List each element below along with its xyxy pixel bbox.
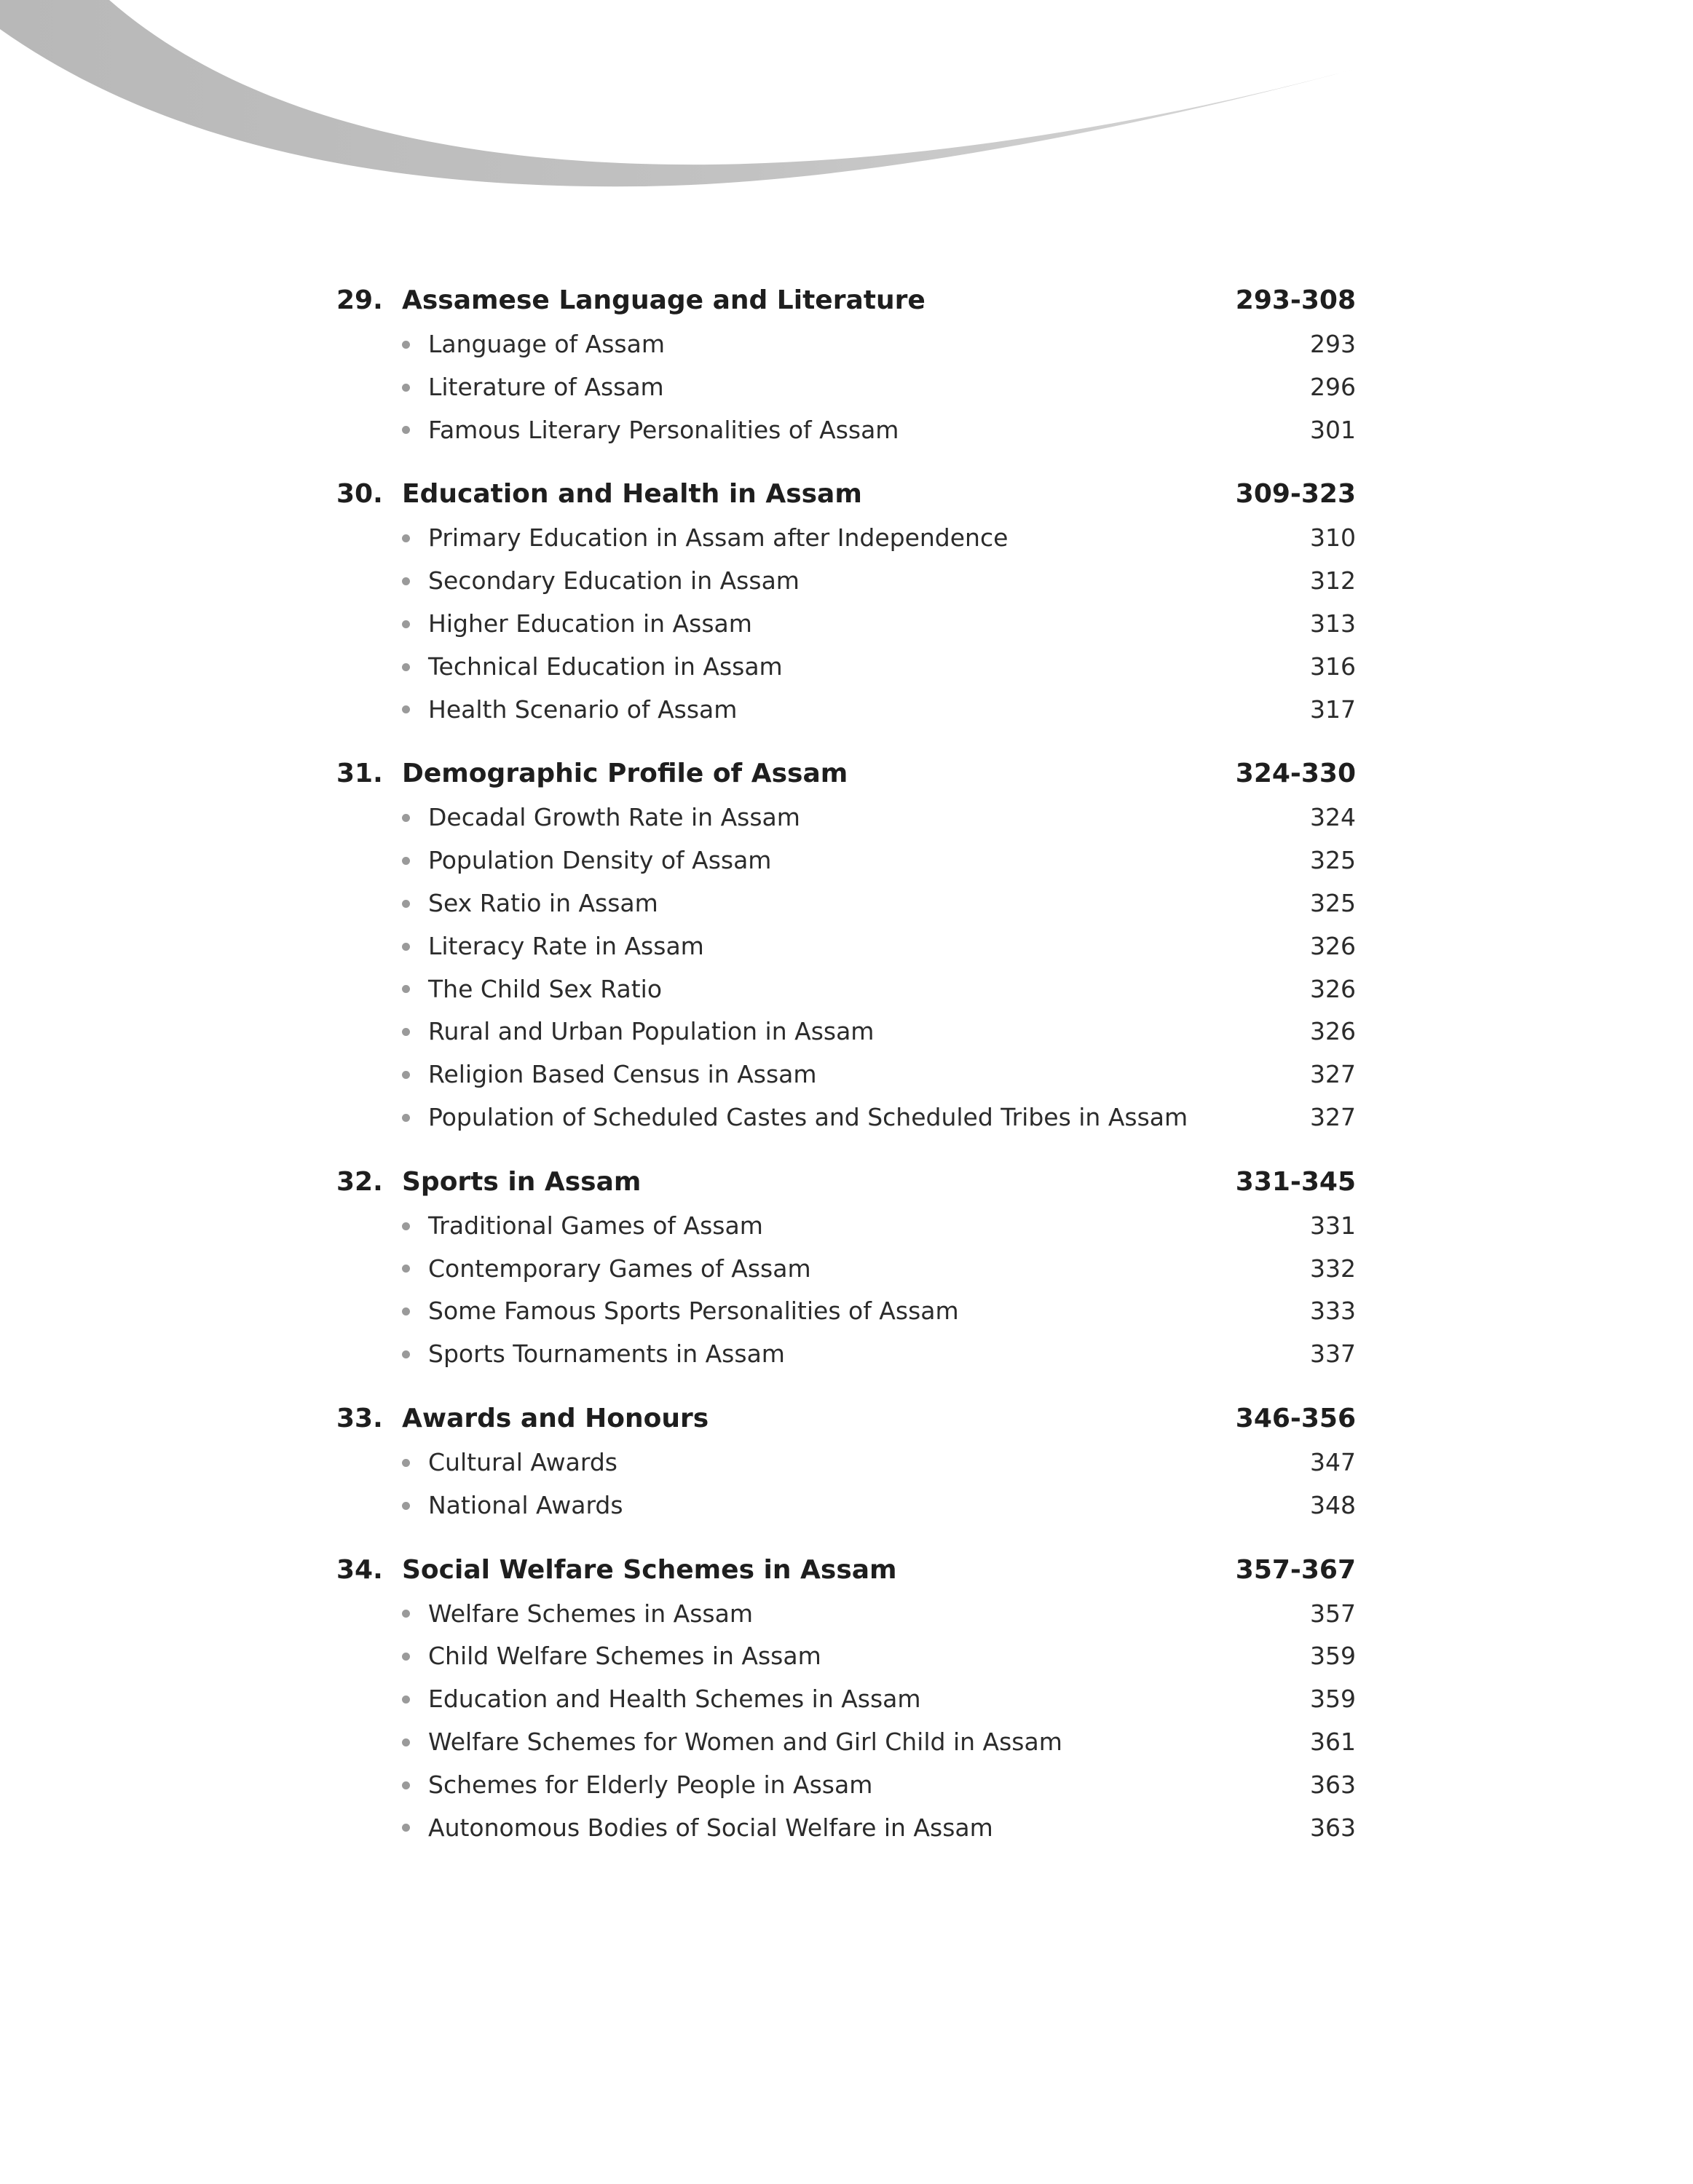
topic-title: Autonomous Bodies of Social Welfare in Assam — [428, 1813, 993, 1842]
topic-title: Sex Ratio in Assam — [428, 888, 658, 917]
chapter-number: 34. — [336, 1554, 383, 1585]
chapter-page-range: 293-308 — [1235, 285, 1356, 315]
topic-page-number: 348 — [1310, 1490, 1356, 1519]
topic-page-number: 325 — [1310, 888, 1356, 917]
chapter-number: 32. — [336, 1166, 383, 1197]
toc-topic-row — [336, 839, 1356, 882]
bullet-icon — [402, 577, 410, 585]
topic-page-number: 359 — [1310, 1642, 1356, 1671]
topic-title: Schemes for Elderly People in Assam — [428, 1770, 873, 1799]
chapter-page-range: 324-330 — [1235, 759, 1356, 789]
chapter-heading — [336, 751, 1356, 796]
topic-title: Secondary Education in Assam — [428, 566, 800, 596]
topic-title: Traditional Games of Assam — [428, 1211, 763, 1240]
chapter-page-range: 331-345 — [1235, 1166, 1356, 1197]
topic-title: Welfare Schemes in Assam — [428, 1599, 753, 1628]
topic-page-number: 337 — [1310, 1340, 1356, 1369]
topic-page-number: 293 — [1310, 330, 1356, 358]
chapter-heading — [336, 1160, 1356, 1205]
bullet-icon — [402, 1502, 410, 1510]
bullet-icon — [402, 1350, 410, 1358]
bullet-icon — [402, 663, 410, 671]
toc-topic-row — [336, 882, 1356, 925]
bullet-icon — [402, 384, 410, 392]
bullet-icon — [402, 341, 410, 349]
chapter-number: 29. — [336, 285, 383, 315]
bullet-icon — [402, 1307, 410, 1315]
toc-topic-row — [336, 1205, 1356, 1248]
topic-title: Welfare Schemes for Women and Girl Child in Assam — [428, 1727, 1062, 1756]
topic-title: Higher Education in Assam — [428, 609, 752, 638]
topic-page-number: 310 — [1310, 523, 1356, 553]
topic-page-number: 324 — [1310, 803, 1356, 832]
chapter-page-range: 357-367 — [1235, 1554, 1356, 1585]
toc-topic-row — [336, 1764, 1356, 1807]
topic-title: Cultural Awards — [428, 1447, 618, 1476]
toc-topic-row — [336, 1635, 1356, 1678]
topic-page-number: 325 — [1310, 846, 1356, 875]
topic-page-number: 357 — [1310, 1599, 1356, 1628]
bullet-icon — [402, 620, 410, 628]
bullet-icon — [402, 705, 410, 713]
toc-topic-row — [336, 1010, 1356, 1053]
toc-topic-row — [336, 1333, 1356, 1376]
header-swoosh-decoration — [0, 0, 1693, 218]
table-of-contents — [336, 278, 1356, 1870]
bullet-icon — [402, 1824, 410, 1832]
topic-page-number: 327 — [1310, 1060, 1356, 1089]
topic-title: National Awards — [428, 1490, 623, 1519]
toc-chapter — [336, 1548, 1356, 1850]
toc-topic-row — [336, 968, 1356, 1011]
toc-topic-row — [336, 1807, 1356, 1850]
bullet-icon — [402, 1781, 410, 1789]
topic-page-number: 313 — [1310, 609, 1356, 638]
toc-topic-row — [336, 796, 1356, 839]
chapter-title: Demographic Profile of Assam — [402, 759, 848, 789]
toc-topic-row — [336, 689, 1356, 732]
topic-page-number: 326 — [1310, 931, 1356, 960]
bullet-icon — [402, 1071, 410, 1079]
topic-page-number: 361 — [1310, 1727, 1356, 1756]
chapter-number: 31. — [336, 759, 383, 789]
topic-title: Health Scenario of Assam — [428, 695, 738, 724]
bullet-icon — [402, 534, 410, 542]
bullet-icon — [402, 943, 410, 951]
topic-page-number: 331 — [1310, 1211, 1356, 1240]
toc-topic-row — [336, 1053, 1356, 1096]
topic-page-number: 363 — [1310, 1770, 1356, 1799]
chapter-heading — [336, 1548, 1356, 1593]
toc-topic-row — [336, 366, 1356, 409]
topic-title: Sports Tournaments in Assam — [428, 1340, 785, 1369]
topic-page-number: 359 — [1310, 1685, 1356, 1714]
bullet-icon — [402, 900, 410, 908]
topic-title: Education and Health Schemes in Assam — [428, 1685, 921, 1714]
toc-topic-row — [336, 1678, 1356, 1721]
toc-topic-row — [336, 646, 1356, 689]
topic-title: Primary Education in Assam after Independence — [428, 523, 1009, 553]
topic-page-number: 347 — [1310, 1447, 1356, 1476]
topic-page-number: 301 — [1310, 415, 1356, 444]
bullet-icon — [402, 1738, 410, 1746]
toc-topic-row — [336, 1484, 1356, 1527]
toc-topic-row — [336, 925, 1356, 968]
bullet-icon — [402, 1696, 410, 1704]
bullet-icon — [402, 1653, 410, 1661]
topic-page-number: 333 — [1310, 1297, 1356, 1326]
bullet-icon — [402, 985, 410, 993]
toc-topic-row — [336, 560, 1356, 603]
bullet-icon — [402, 1610, 410, 1618]
bullet-icon — [402, 857, 410, 865]
topic-title: Literature of Assam — [428, 372, 664, 401]
topic-page-number: 316 — [1310, 652, 1356, 681]
toc-chapter — [336, 472, 1356, 731]
topic-title: Child Welfare Schemes in Assam — [428, 1642, 821, 1671]
toc-topic-row — [336, 603, 1356, 646]
toc-chapter — [336, 751, 1356, 1139]
chapter-number: 33. — [336, 1403, 383, 1433]
topic-page-number: 327 — [1310, 1102, 1356, 1131]
chapter-heading — [336, 1396, 1356, 1441]
toc-topic-row — [336, 323, 1356, 366]
topic-title: Language of Assam — [428, 330, 665, 358]
topic-page-number: 317 — [1310, 695, 1356, 724]
chapter-number: 30. — [336, 479, 383, 510]
topic-page-number: 332 — [1310, 1254, 1356, 1283]
bullet-icon — [402, 426, 410, 434]
bullet-icon — [402, 1114, 410, 1122]
chapter-title: Assamese Language and Literature — [402, 285, 926, 315]
topic-page-number: 296 — [1310, 372, 1356, 401]
toc-topic-row — [336, 409, 1356, 452]
topic-page-number: 312 — [1310, 566, 1356, 596]
toc-chapter — [336, 1160, 1356, 1376]
topic-page-number: 326 — [1310, 974, 1356, 1003]
topic-title: The Child Sex Ratio — [428, 974, 663, 1003]
bullet-icon — [402, 814, 410, 822]
chapter-page-range: 309-323 — [1235, 479, 1356, 510]
topic-title: Literacy Rate in Assam — [428, 931, 704, 960]
chapter-title: Education and Health in Assam — [402, 479, 862, 510]
topic-page-number: 326 — [1310, 1017, 1356, 1046]
toc-topic-row — [336, 1441, 1356, 1484]
topic-page-number: 363 — [1310, 1813, 1356, 1842]
chapter-heading — [336, 472, 1356, 517]
toc-topic-row — [336, 1721, 1356, 1764]
toc-topic-row — [336, 1248, 1356, 1291]
topic-title: Technical Education in Assam — [428, 652, 783, 681]
topic-title: Population of Scheduled Castes and Scheduled Tribes in Assam — [428, 1102, 1188, 1131]
toc-topic-row — [336, 517, 1356, 560]
bullet-icon — [402, 1265, 410, 1273]
chapter-heading — [336, 278, 1356, 323]
bullet-icon — [402, 1222, 410, 1230]
topic-title: Some Famous Sports Personalities of Assam — [428, 1297, 959, 1326]
chapter-page-range: 346-356 — [1235, 1403, 1356, 1433]
toc-chapter — [336, 278, 1356, 451]
chapter-title: Awards and Honours — [402, 1403, 709, 1433]
toc-topic-row — [336, 1290, 1356, 1333]
topic-title: Decadal Growth Rate in Assam — [428, 803, 800, 832]
bullet-icon — [402, 1028, 410, 1036]
toc-chapter — [336, 1396, 1356, 1527]
topic-title: Population Density of Assam — [428, 846, 772, 875]
topic-title: Religion Based Census in Assam — [428, 1060, 817, 1089]
chapter-title: Social Welfare Schemes in Assam — [402, 1554, 897, 1585]
topic-title: Contemporary Games of Assam — [428, 1254, 811, 1283]
topic-title: Famous Literary Personalities of Assam — [428, 415, 899, 444]
topic-title: Rural and Urban Population in Assam — [428, 1017, 875, 1046]
toc-topic-row — [336, 1593, 1356, 1636]
toc-topic-row — [336, 1096, 1356, 1139]
bullet-icon — [402, 1459, 410, 1467]
chapter-title: Sports in Assam — [402, 1166, 642, 1197]
